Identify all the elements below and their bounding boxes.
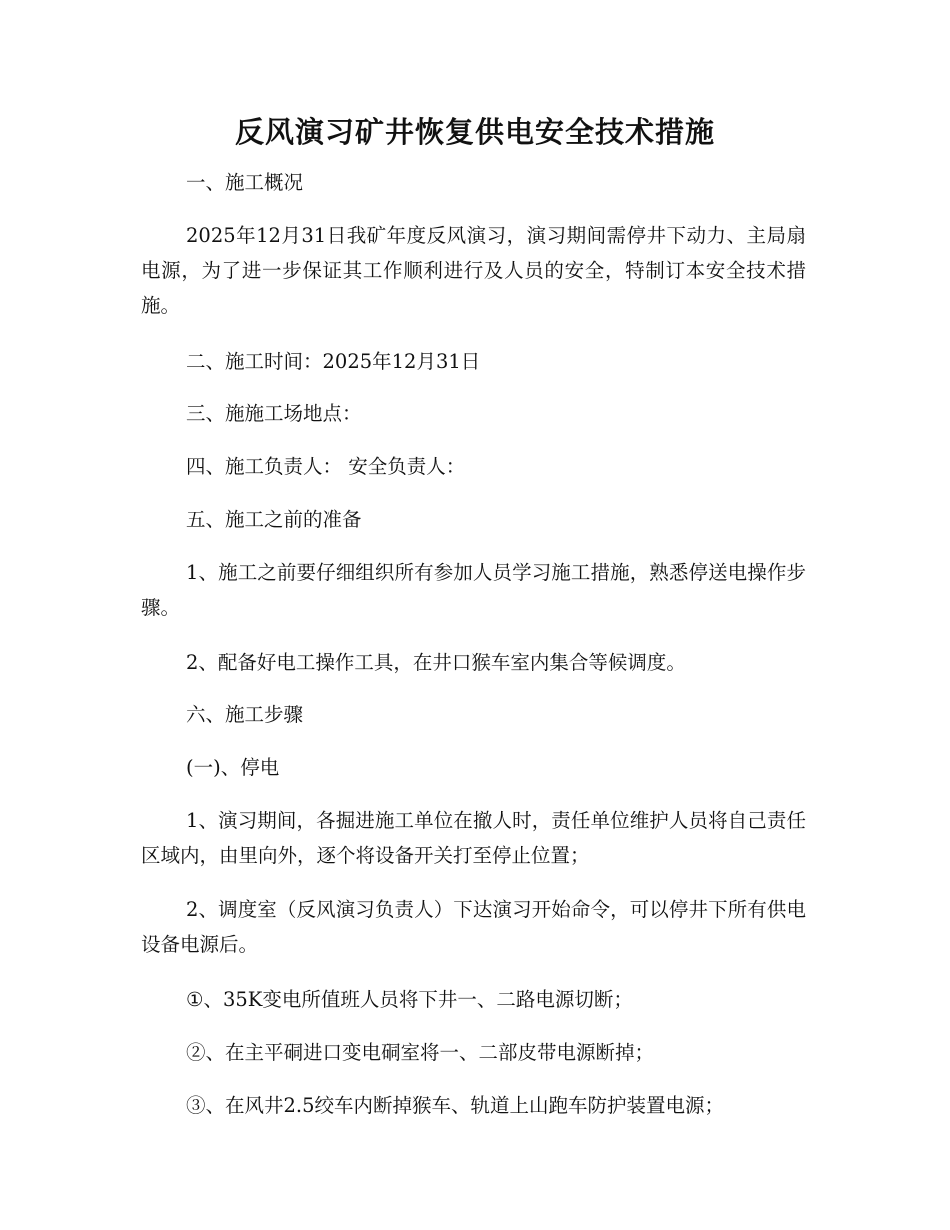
paragraph-prep-2: 2、配备好电工操作工具，在井口猴车室内集合等候调度。: [186, 651, 686, 674]
paragraph-step-1: 1、演习期间，各掘进施工单位在撤人时，责任单位维护人员将自己责任区域内，由里向外，逐个将设备开关打至停止位置；: [141, 809, 806, 867]
document-title: 反风演习矿井恢复供电安全技术措施: [234, 115, 715, 149]
section-heading-preparation: 五、施工之前的准备: [186, 508, 362, 531]
paragraph-step-2-item-2: ②、在主平硐进口变电硐室将一、二部皮带电源断掉；: [186, 1041, 655, 1064]
subsection-heading-power-off: (一)、停电: [186, 756, 280, 779]
section-heading-responsible: 四、施工负责人： 安全负责人：: [186, 455, 466, 478]
section-heading-location: 三、施施工场地点：: [186, 402, 362, 425]
section-heading-time: 二、施工时间：2025年12月31日: [186, 350, 481, 373]
paragraph-step-2: 2、调度室（反风演习负责人）下达演习开始命令，可以停井下所有供电设备电源后。: [141, 898, 806, 956]
paragraph-overview: 2025年12月31日我矿年度反风演习，演习期间需停井下动力、主局扇电源，为了进一步保证其工作顺利进行及人员的安全，特制订本安全技术措施。: [141, 224, 806, 317]
paragraph-step-2-item-3: ③、在风井2.5绞车内断掉猴车、轨道上山跑车防护装置电源；: [186, 1094, 725, 1117]
section-heading-steps: 六、施工步骤: [186, 703, 304, 726]
section-heading-overview: 一、施工概况: [186, 171, 304, 194]
paragraph-step-2-item-1: ①、35K变电所值班人员将下井一、二路电源切断；: [186, 988, 633, 1011]
paragraph-prep-1: 1、施工之前要仔细组织所有参加人员学习施工措施，熟悉停送电操作步骤。: [141, 561, 806, 619]
